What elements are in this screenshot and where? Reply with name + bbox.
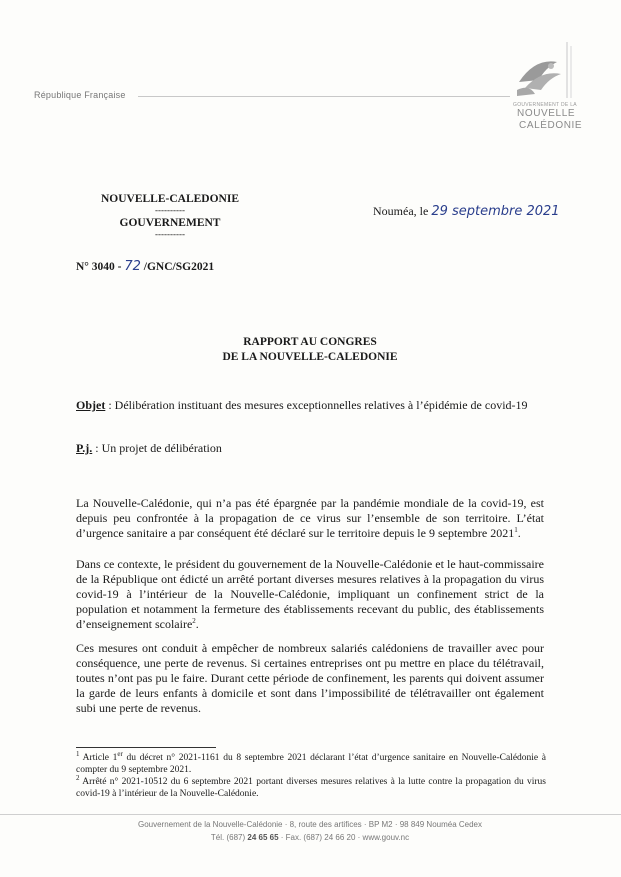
logo-line-2: NOUVELLE — [517, 108, 576, 119]
paragraph-1-text: La Nouvelle-Calédonie, qui n’a pas été épargnée par la pandémie mondiale de la covid-19, est depuis peu confrontée à la propagation de ce virus sur l’ensemble de son territoire. L’état d’urgence sanitaire a par conséquent été déclaré sur le territoire depuis le 9 septembre 2021 — [76, 496, 544, 540]
footnote-1-text-b: du décret n° 2021-1161 du 8 septembre 2021 déclarant l’état d’urgence sanitaire en Nouvelle-Calédonie à compter du 9 septembre 2021. — [76, 753, 547, 775]
pj-text: : Un projet de délibération — [92, 441, 222, 455]
document-title — [160, 335, 460, 365]
reference-suffix: /GNC/SG2021 — [143, 261, 215, 273]
paragraph-2-text: Dans ce contexte, le président du gouvernement de la Nouvelle-Calédonie et le haut-commissaire de la République ont édicté un arrêté portant diverses mesures relatives à la propagation du virus covid-19 à l’intérieur de la Nouvelle-Calédonie, impliquant un confinement strict de la population et notamment la fermeture des établissements recevant du public, des établissements d’enseignement scolaire — [76, 557, 544, 631]
footnotes — [76, 749, 547, 800]
sender-territory: NOUVELLE-CALEDONIE — [100, 193, 240, 205]
footnote-2 — [76, 773, 546, 800]
date-line — [373, 204, 560, 219]
objet-line — [76, 398, 546, 412]
sender-separator-2: ---------- — [155, 229, 185, 239]
reference-prefix: N° 3040 - — [76, 261, 122, 273]
republique-francaise-label: République Française — [34, 90, 126, 100]
date-prefix: Nouméa, le — [373, 204, 429, 218]
pj-line — [76, 441, 222, 456]
sender-separator-1: ---------- — [155, 205, 185, 215]
objet-label: Objet — [76, 398, 106, 412]
footnote-2-text: Arrêté n° 2021-10512 du 6 septembre 2021 portant diverses mesures relatives à la lutte contre la propagation du virus covid-19 à l’intérieur de la Nouvelle-Calédonie. — [76, 777, 546, 799]
date-handwritten: 29 septembre 2021 — [431, 204, 560, 219]
footer-tel: 24 65 65 — [247, 833, 279, 842]
pj-label: P.j. — [76, 441, 93, 455]
footnote-2-number: 2 — [76, 773, 80, 782]
header-divider — [138, 96, 510, 97]
page-footer — [60, 818, 560, 844]
paragraph-2-end: . — [195, 617, 199, 631]
footnote-divider — [76, 747, 216, 748]
footnote-ref-1: 1 — [514, 526, 518, 534]
footer-contact — [60, 831, 560, 844]
footer-divider — [0, 814, 621, 815]
nc-government-logo-icon — [505, 40, 595, 102]
footer-address: Gouvernement de la Nouvelle-Calédonie · 8, route des artifices · BP M2 · 98 849 Nouméa Cedex — [137, 820, 483, 829]
footer-fax-web: · Fax. (687) 24 66 20 · www.gouv.nc — [278, 833, 410, 842]
title-line-2: DE LA NOUVELLE-CALEDONIE — [222, 351, 398, 363]
reference-number — [76, 259, 214, 274]
paragraph-1 — [76, 496, 544, 541]
objet-text: : Délibération instituant des mesures exceptionnelles relatives à l’épidémie de covid-19 — [105, 398, 528, 412]
paragraph-1-end: . — [517, 526, 521, 540]
reference-handwritten: 72 — [124, 259, 141, 274]
government-logo — [505, 40, 595, 140]
footnote-1-number: 1 — [76, 749, 80, 758]
title-line-1: RAPPORT AU CONGRES — [243, 336, 377, 348]
footnote-ref-2: 2 — [192, 617, 196, 625]
footer-tel-label: Tél. (687) — [210, 833, 246, 842]
sender-body: GOUVERNEMENT — [119, 217, 221, 229]
sender-block — [90, 193, 250, 241]
footnote-1-text-a: Article 1 — [79, 753, 118, 763]
paragraph-3: Ces mesures ont conduit à empêcher de nombreux salariés calédoniens de travailler avec pour conséquence, une perte de revenus. Si certaines entreprises ont pu mettre en place du télétravail, toutes n’ont pas pu le faire. Durant cette période de confinement, les parents qui doivent assumer la garde de leurs enfants à domicile et sont dans l’impossibilité de télétravailler ont également subi une perte de revenus. — [76, 641, 544, 715]
footnote-1 — [76, 749, 547, 776]
paragraph-2 — [76, 557, 544, 632]
footnote-1-sup: er — [117, 749, 123, 758]
logo-line-1: GOUVERNEMENT DE LA — [513, 102, 577, 108]
logo-line-3: CALÉDONIE — [519, 120, 583, 131]
